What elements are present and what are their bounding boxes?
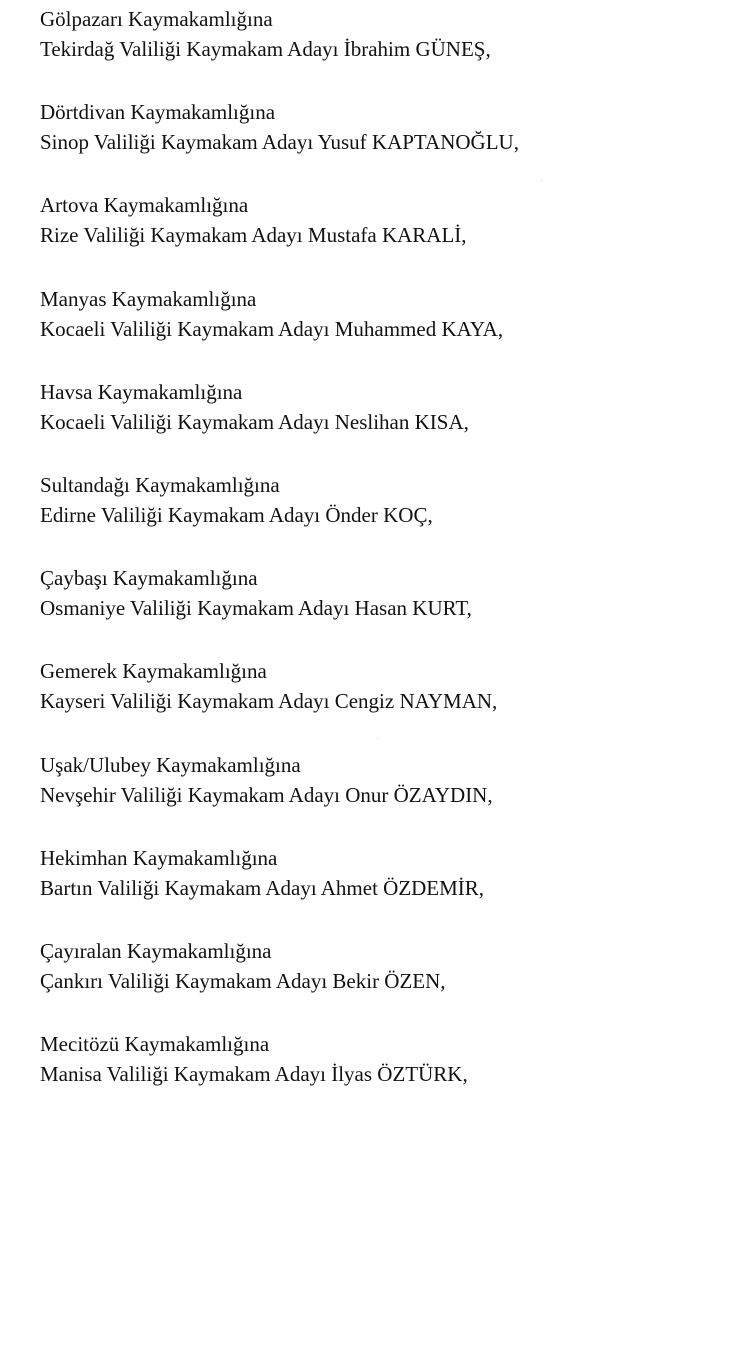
district-governorship: Havsa Kaymakamlığına	[40, 379, 243, 404]
scan-speck	[377, 738, 378, 739]
district-governorship: Çayıralan Kaymakamlığına	[40, 938, 272, 963]
district-governorship: Çaybaşı Kaymakamlığına	[40, 566, 258, 591]
district-governorship: Mecitözü Kaymakamlığına	[40, 1032, 270, 1057]
appointment-entry	[40, 843, 720, 936]
appointment-entry	[40, 284, 720, 377]
district-governorship: Hekimhan Kaymakamlığına	[40, 845, 278, 870]
candidate-line: Rize Valiliği Kaymakam Adayı Mustafa KARALİ,	[40, 223, 467, 248]
appointment-list	[40, 4, 720, 1122]
district-governorship: Artova Kaymakamlığına	[40, 193, 249, 218]
district-governorship: Gölpazarı Kaymakamlığına	[40, 7, 273, 31]
appointment-entry	[40, 563, 720, 656]
district-governorship: Sultandağı Kaymakamlığına	[40, 472, 280, 497]
candidate-line: Sinop Valiliği Kaymakam Adayı Yusuf KAPTANOĞLU,	[40, 130, 519, 155]
appointment-entry	[40, 190, 720, 283]
appointment-entry	[40, 1029, 720, 1122]
candidate-line: Tekirdağ Valiliği Kaymakam Adayı İbrahim GÜNEŞ,	[40, 37, 491, 61]
scan-speck	[541, 180, 542, 181]
district-governorship: Manyas Kaymakamlığına	[40, 286, 257, 311]
appointment-entry	[40, 936, 720, 1029]
appointment-entry	[40, 97, 720, 190]
candidate-line: Kocaeli Valiliği Kaymakam Adayı Muhammed KAYA,	[40, 316, 504, 341]
appointment-entry	[40, 377, 720, 470]
appointment-entry	[40, 4, 720, 97]
candidate-line: Manisa Valiliği Kaymakam Adayı İlyas ÖZTÜRK,	[40, 1062, 468, 1087]
candidate-line: Kocaeli Valiliği Kaymakam Adayı Neslihan KISA,	[40, 409, 469, 434]
candidate-line: Osmaniye Valiliği Kaymakam Adayı Hasan KURT,	[40, 596, 472, 621]
district-governorship: Uşak/Ulubey Kaymakamlığına	[40, 752, 301, 777]
appointment-entry	[40, 656, 720, 749]
candidate-line: Nevşehir Valiliği Kaymakam Adayı Onur ÖZAYDIN,	[40, 782, 493, 807]
district-governorship: Gemerek Kaymakamlığına	[40, 659, 267, 684]
candidate-line: Kayseri Valiliği Kaymakam Adayı Cengiz NAYMAN,	[40, 689, 498, 714]
candidate-line: Edirne Valiliği Kaymakam Adayı Önder KOÇ,	[40, 502, 433, 527]
candidate-line: Çankırı Valiliği Kaymakam Adayı Bekir ÖZEN,	[40, 968, 446, 993]
appointment-entry	[40, 750, 720, 843]
appointment-entry	[40, 470, 720, 563]
candidate-line: Bartın Valiliği Kaymakam Adayı Ahmet ÖZDEMİR,	[40, 875, 485, 900]
district-governorship: Dörtdivan Kaymakamlığına	[40, 100, 276, 125]
